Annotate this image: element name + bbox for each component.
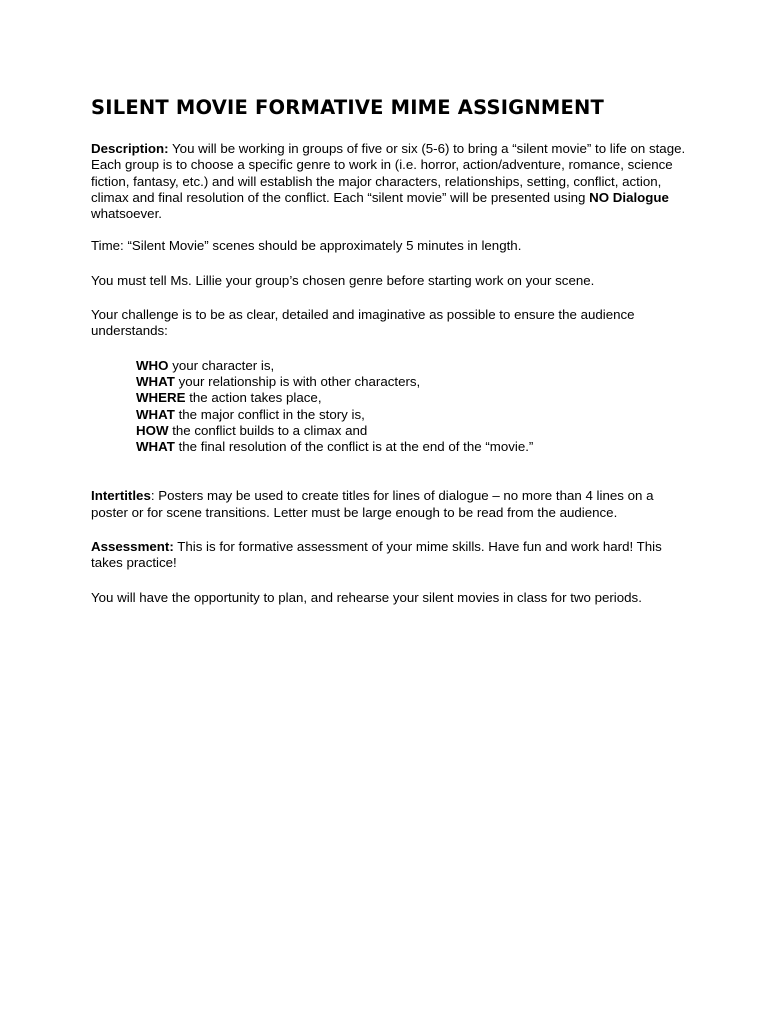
assessment-text: This is for formative assessment of your mime skills. Have fun and work hard! This takes practice!: [91, 539, 662, 571]
list-item-keyword: WHAT: [136, 439, 175, 455]
list-item-keyword: WHERE: [136, 390, 186, 406]
list-item: [136, 423, 691, 439]
document-page: [91, 94, 691, 606]
description-text-end: whatsoever.: [91, 206, 162, 222]
closing-paragraph: You will have the opportunity to plan, and rehearse your silent movies in class for two periods.: [91, 589, 642, 605]
list-item-keyword: HOW: [136, 422, 169, 438]
list-item-text: the conflict builds to a climax and: [168, 422, 368, 438]
intertitles-paragraph: [91, 488, 691, 521]
description-label: Description:: [91, 141, 169, 156]
list-item: [136, 374, 691, 390]
list-item-keyword: WHAT: [136, 373, 175, 389]
list-item-text: your relationship is with other characters,: [174, 373, 421, 389]
list-item: [136, 358, 691, 374]
description-paragraph: [91, 141, 691, 222]
intertitles-text: : Posters may be used to create titles for lines of dialogue – no more than 4 lines on a poster or for scene transitions. Letter must be large enough to be read from the audience.: [91, 488, 654, 520]
assessment-label: Assessment:: [91, 539, 174, 555]
description-text: You will be working in groups of five or six (5-6) to bring a “silent movie” to life on stage. Each group is to choose a specific genre to work in (i.e. horror, action/adventure, romance, science fiction, fantasy, etc.) and will establish the major characters, relationships, setting, conflict, action, climax and final resolution of the conflict. Each “silent movie” will be presented using: [91, 141, 686, 205]
genre-paragraph: You must tell Ms. Lillie your group’s chosen genre before starting work on your scene.: [91, 272, 595, 288]
list-item-text: the final resolution of the conflict is at the end of the “movie.”: [174, 439, 534, 455]
intertitles-label: Intertitles: [91, 488, 151, 504]
list-item-text: the action takes place,: [185, 390, 322, 406]
challenge-paragraph: Your challenge is to be as clear, detailed and imaginative as possible to ensure the audience understands:: [91, 307, 635, 339]
list-item-keyword: WHAT: [136, 406, 175, 422]
list-item-text: your character is,: [168, 357, 275, 373]
list-item: [136, 407, 691, 423]
list-item-text: the major conflict in the story is,: [174, 406, 365, 422]
list-item: [136, 390, 691, 406]
time-paragraph: Time: “Silent Movie” scenes should be approximately 5 minutes in length.: [91, 238, 522, 254]
understanding-list: [91, 358, 691, 456]
document-title: SILENT MOVIE FORMATIVE MIME ASSIGNMENT: [91, 96, 605, 119]
assessment-paragraph: [91, 539, 691, 572]
list-item: [136, 439, 691, 455]
no-dialogue-emphasis: NO Dialogue: [589, 189, 669, 205]
list-item-keyword: WHO: [136, 357, 169, 373]
